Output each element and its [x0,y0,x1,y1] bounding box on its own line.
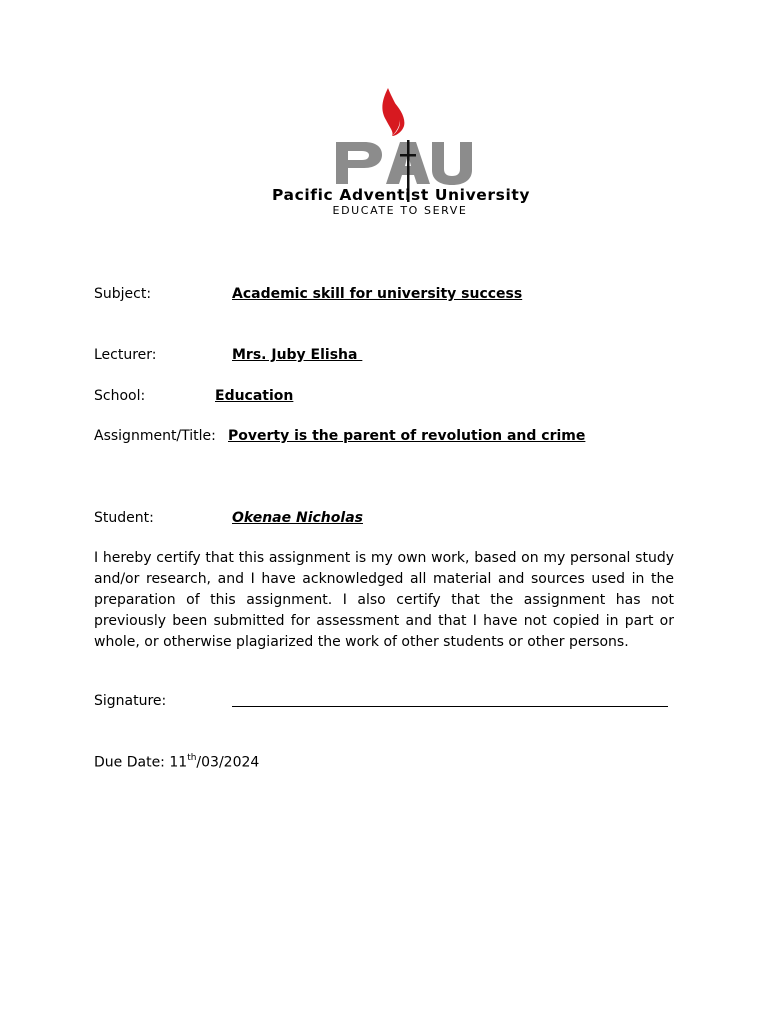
subject-label: Subject: [94,286,152,302]
title-value: Poverty is the parent of revolution and crime [228,428,586,444]
student-value: Okenae Nicholas [232,510,363,526]
school-row [94,388,294,404]
declaration-paragraph: I hereby certify that this assignment is my own work, based on my personal study and/or research, and I have acknowledged all material and sources used in the preparation of this assignment. I also certify that the assignment has not previously been submitted for assessment and that I have not copied in part or whole, or otherwise plagiarized the work of other students or other persons. [94,550,674,650]
school-label: School: [94,388,146,404]
university-motto: EDUCATE TO SERVE [332,204,468,217]
due-date-label: Due Date: [94,754,170,771]
student-row [94,510,363,526]
logo-letter-p [336,142,382,184]
subject-value: Academic skill for university success [232,286,523,302]
lecturer-value: Mrs. Juby Elisha [232,347,363,363]
lecturer-row [94,347,363,363]
due-date-rest: /03/2024 [196,754,260,771]
subject-row [94,286,523,302]
signature-row [94,693,166,709]
signature-label: Signature: [94,693,167,709]
title-row [94,428,586,444]
due-date [94,754,259,771]
due-date-day: 11 [169,754,188,771]
due-date-suffix: th [187,753,197,763]
logo-letter-u [432,142,472,185]
signature-line [232,706,668,707]
lecturer-label: Lecturer: [94,347,157,363]
school-value: Education [215,388,294,404]
title-label: Assignment/Title: [94,428,216,444]
student-label: Student: [94,510,154,526]
university-name: Pacific Adventist University [272,186,531,204]
